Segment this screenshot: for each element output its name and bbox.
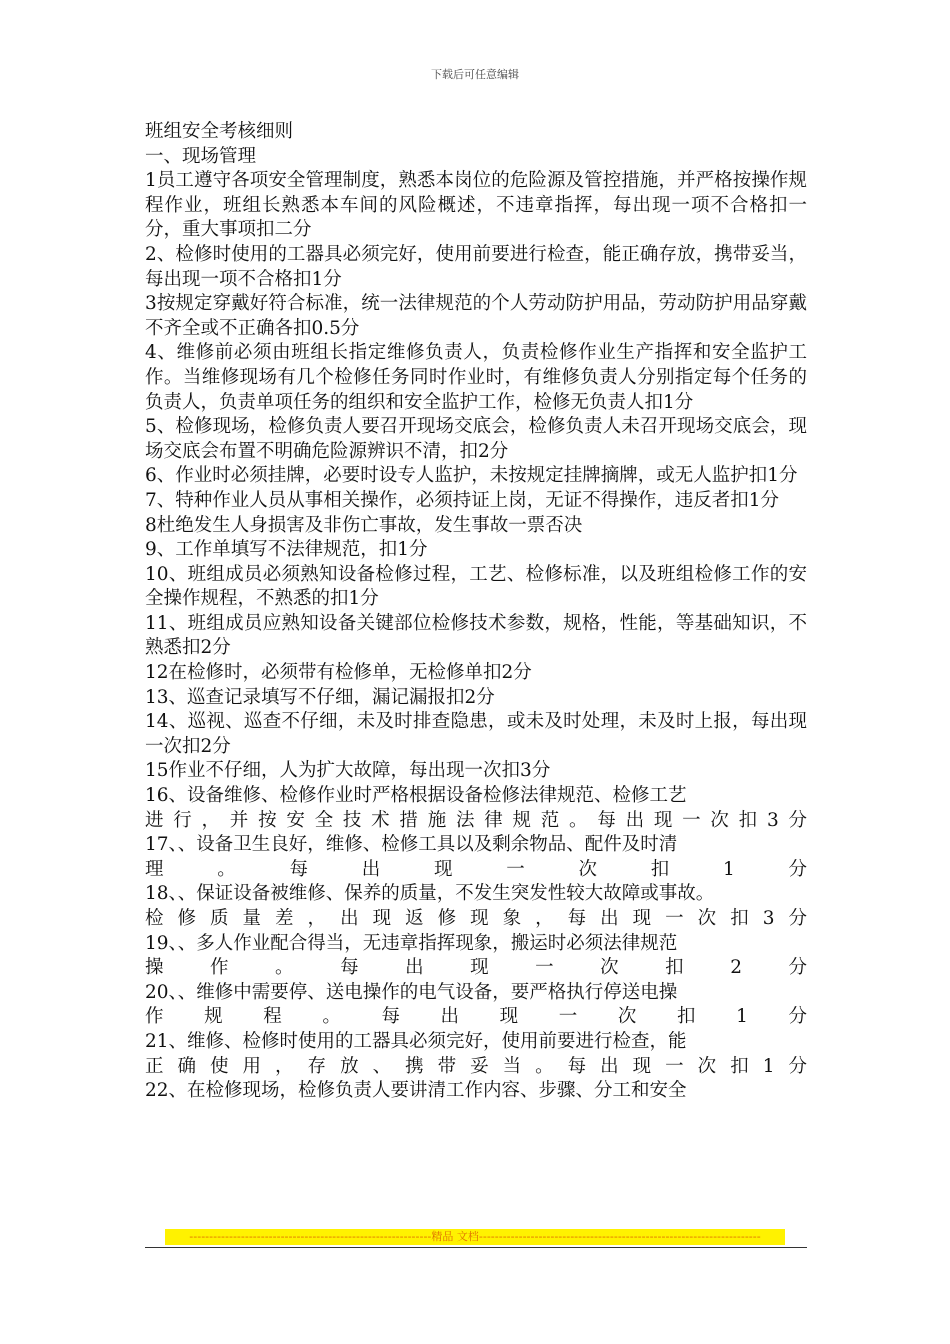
rule-line: 18、、保证设备被维修、保养的质量，不发生突发性较大故障或事故。 [145,883,715,905]
rule-line: 6、作业时必须挂牌，必要时设专人监护，未按规定挂牌摘牌，或无人监护扣1分 [145,465,798,487]
rule-line: 操作。每出现一次扣2分 [145,957,807,979]
rule-line: 14、巡视、巡查不仔细，未及时排查隐患，或未及时处理，未及时上报，每出现一次扣2分 [145,711,807,757]
footer-banner: -------------------------------------------------------------精品 文档----------------------------------------------------------------------- [165,1229,785,1245]
rule-line: 17、、设备卫生良好，维修、检修工具以及剩余物品、配件及时清 [145,834,678,856]
rule-line: 19、、多人作业配合得当，无违章指挥现象，搬运时必须法律规范 [145,932,678,954]
rule-line: 2、检修时使用的工器具必须完好，使用前要进行检查，能正确存放，携带妥当，每出现一项不合格扣1分 [145,243,807,290]
document-title: 班组安全考核细则 [145,121,294,142]
rule-line: 21、维修、检修时使用的工器具必须完好，使用前要进行检查，能 [145,1030,687,1052]
rule-line: 1员工遵守各项安全管理制度，熟悉本岗位的危险源及管控措施，并严格按操作规程作业，班组长熟悉本车间的风险概述，不违章指挥，每出现一项不合格扣一分，重大事项扣二分 [145,170,807,241]
rule-line: 12在检修时，必须带有检修单，无检修单扣2分 [145,662,532,684]
rule-list [145,169,807,1104]
rule-line: 检修质量差，出现返修现象，每出现一次扣3分 [145,908,807,929]
rule-line: 20、、维修中需要停、送电操作的电气设备，要严格执行停送电操 [145,981,678,1003]
rule-line: 16、设备维修、检修作业时严格根据设备检修法律规范、检修工艺 [145,785,687,807]
rule-line: 作规程。每出现一次扣1分 [145,1006,807,1028]
rule-line: 进行，并按安全技术措施法律规范。每出现一次扣3分 [145,809,807,831]
rule-line: 3按规定穿戴好符合标准，统一法律规范的个人劳动防护用品，劳动防护用品穿戴不齐全或不正确各扣0.5分 [145,293,807,339]
rule-line: 5、检修现场，检修负责人要召开现场交底会，检修负责人未召开现场交底会，现场交底会布置不明确危险源辨识不清，扣2分 [145,416,807,462]
rule-line: 22、在检修现场，检修负责人要讲清工作内容、步骤、分工和安全 [145,1080,687,1102]
rule-line: 正确使用，存放、携带妥当。每出现一次扣1分 [145,1055,807,1077]
rule-line: 4、维修前必须由班组长指定维修负责人，负责检修作业生产指挥和安全监护工作。当维修现场有几个检修任务同时作业时，有维修负责人分别指定每个任务的负责人，负责单项任务的组织和安全监护工作，检修无负责人扣1分 [145,342,807,413]
header-note: 下载后可任意编辑 [431,68,519,81]
rule-line: 7、特种作业人员从事相关操作，必须持证上岗，无证不得操作，违反者扣1分 [145,489,780,511]
footer-rule [145,1247,807,1248]
rule-line: 理。每出现一次扣1分 [145,858,807,880]
document-body [145,120,807,1104]
section-heading: 一、现场管理 [145,145,257,167]
rule-line: 8杜绝发生人身损害及非伤亡事故，发生事故一票否决 [145,514,583,536]
rule-line: 9、工作单填写不法律规范，扣1分 [145,539,428,561]
rule-line: 13、巡查记录填写不仔细，漏记漏报扣2分 [145,686,495,708]
rule-line: 11、班组成员应熟知设备关键部位检修技术参数，规格，性能，等基础知识，不熟悉扣2分 [145,612,807,659]
rule-line: 10、班组成员必须熟知设备检修过程，工艺、检修标准，以及班组检修工作的安全操作规程，不熟悉的扣1分 [145,563,807,610]
rule-line: 15作业不仔细，人为扩大故障，每出现一次扣3分 [145,760,551,782]
